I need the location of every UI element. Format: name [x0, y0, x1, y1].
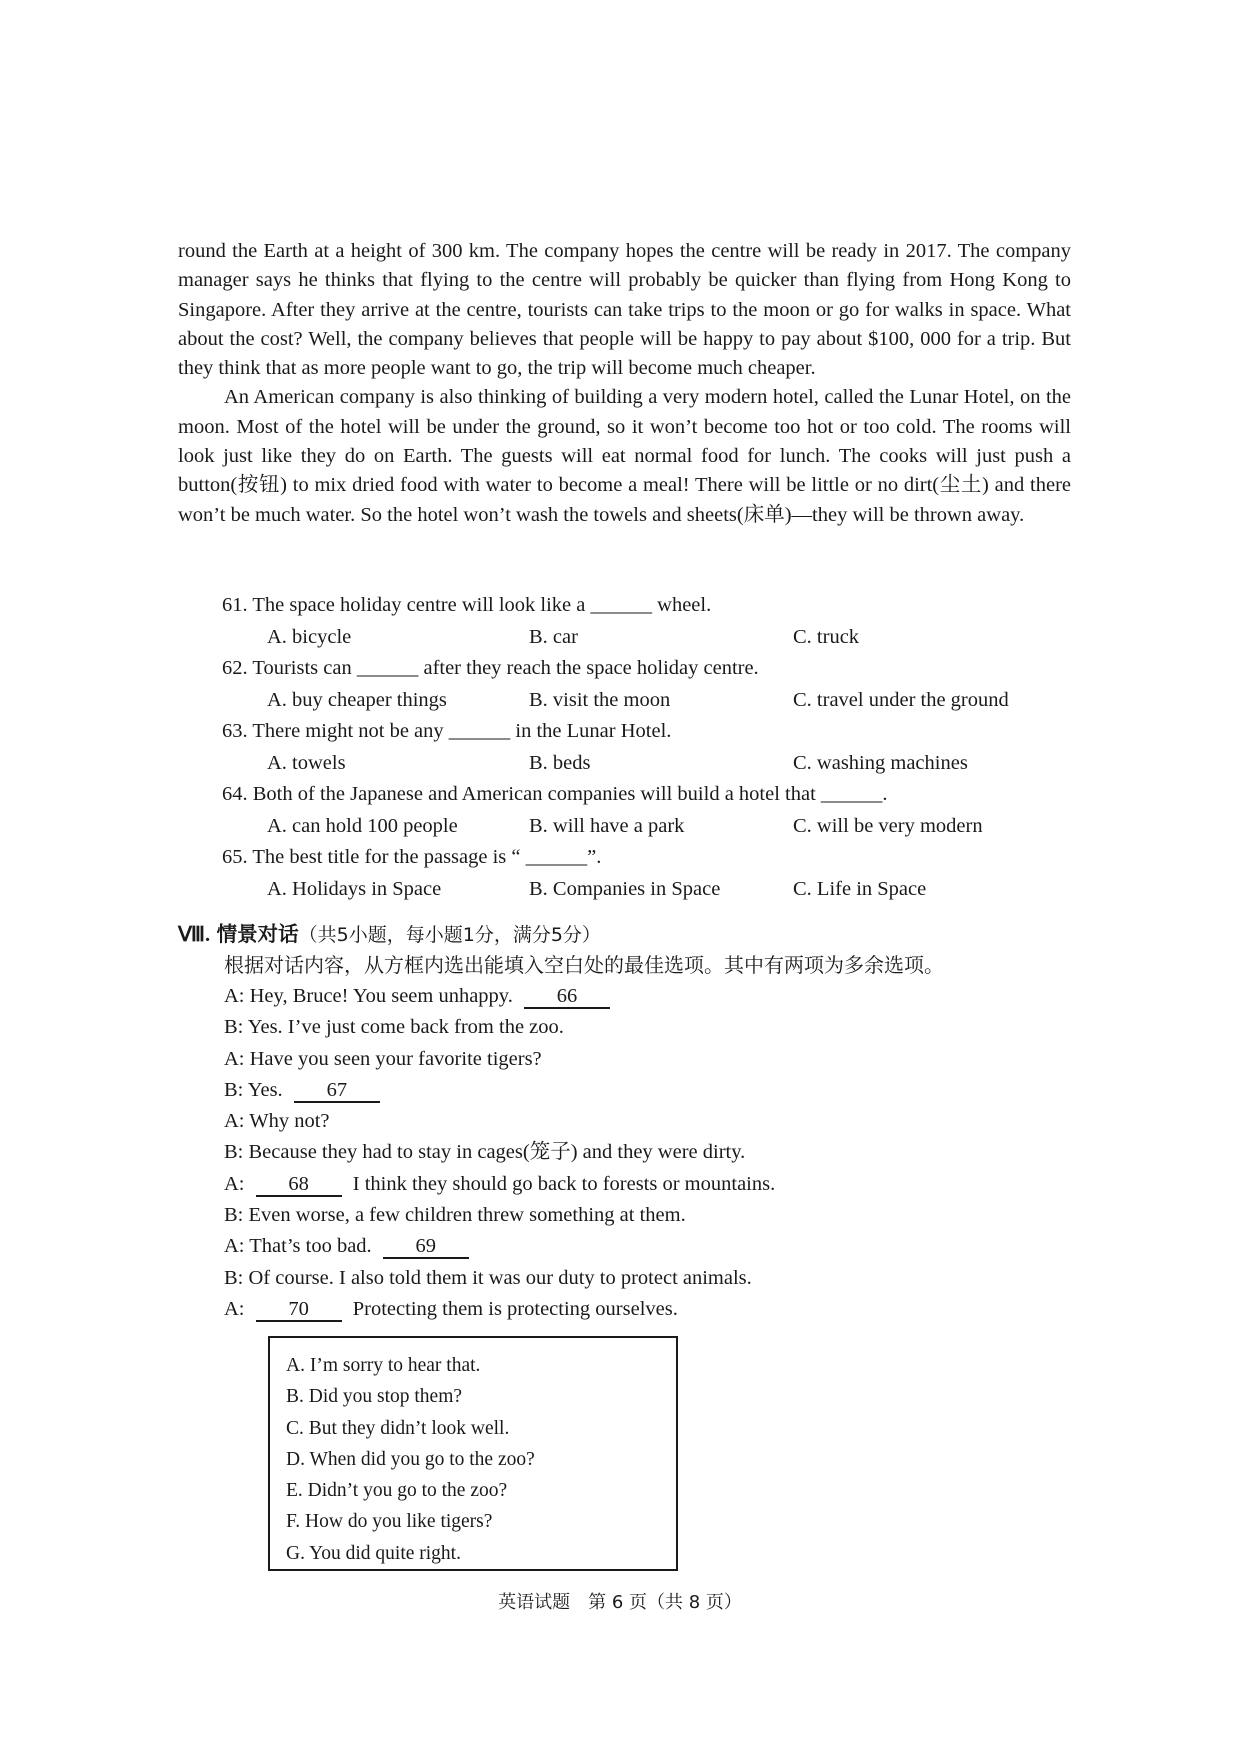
dialogue-text: Protecting them is protecting ourselves. [352, 1297, 678, 1320]
answer-blank: 67 [294, 1079, 380, 1103]
dialogue-text: B: Yes. [224, 1078, 283, 1101]
option-c: C. truck [793, 625, 860, 648]
question-options [222, 748, 1082, 780]
dialogue-text: B: Even worse, a few children threw something at them. [224, 1204, 686, 1227]
dialogue-text: B: Of course. I also told them it was our duty to protect animals. [224, 1266, 752, 1289]
section-instruction: 根据对话内容，从方框内选出能填入空白处的最佳选项。其中有两项为多余选项。 [224, 953, 944, 977]
question-65 [222, 842, 1082, 905]
question-list [222, 590, 1082, 905]
dialogue-text: B: Because they had to stay in cages(笼子) and they were dirty. [224, 1141, 746, 1164]
dialogue [224, 981, 1064, 1325]
option-c: C. washing machines [793, 751, 968, 774]
dialogue-line [224, 1106, 1064, 1137]
answer-blank: 68 [256, 1173, 342, 1197]
dialogue-line [224, 981, 1064, 1012]
passage-paragraph: An American company is also thinking of building a very modern hotel, called the Lunar Hotel, on the moon. Most of the hotel will be under the ground, so it won’t become too hot or too cold. The rooms will look just like they do on Earth. The guests will eat normal food for lunch. The cooks will just push a button(按钮) to mix dried food with water to become a meal! There will be little or no dirt(尘土) and there won’t be much water. So the hotel won’t wash the towels and sheets(床单)—they will be thrown away. [178, 386, 1071, 526]
dialogue-text: B: Yes. I’ve just come back from the zoo. [224, 1016, 564, 1039]
answer-blank: 69 [383, 1235, 469, 1259]
answer-option: C. But they didn’t look well. [286, 1417, 510, 1439]
dialogue-text: A: [224, 1172, 245, 1195]
dialogue-line [224, 1294, 1064, 1325]
dialogue-line [224, 1075, 1064, 1106]
section-heading [178, 919, 601, 950]
option-b: B. visit the moon [529, 688, 671, 711]
answer-option: F. How do you like tigers? [286, 1511, 493, 1533]
dialogue-text: A: Hey, Bruce! You seem unhappy. [224, 985, 513, 1007]
dialogue-text: A: Have you seen your favorite tigers? [224, 1047, 542, 1070]
option-a: A. towels [267, 751, 346, 774]
option-c: C. will be very modern [793, 814, 983, 837]
question-61 [222, 590, 1082, 653]
question-options [222, 811, 1082, 843]
answer-option: D. When did you go to the zoo? [286, 1448, 535, 1470]
question-64 [222, 779, 1082, 842]
dialogue-line [224, 1044, 1064, 1075]
section-title: 情景对话 [216, 922, 299, 946]
dialogue-line [224, 1012, 1064, 1043]
question-stem: 65. The best title for the passage is “ ______”. [222, 846, 602, 868]
dialogue-line [224, 1169, 1064, 1200]
answer-option: B. Did you stop them? [286, 1386, 463, 1408]
dialogue-text: A: That’s too bad. [224, 1235, 372, 1258]
question-options [222, 874, 1082, 906]
option-b: B. beds [529, 751, 591, 774]
section-score: （共5小题，每小题1分，满分5分） [298, 924, 601, 946]
dialogue-line [224, 1231, 1064, 1262]
option-a: A. can hold 100 people [267, 814, 458, 837]
answer-blank: 70 [256, 1298, 342, 1322]
answer-option: G. You did quite right. [286, 1542, 461, 1564]
answer-options-box [268, 1336, 678, 1571]
question-stem: 62. Tourists can ______ after they reach the space holiday centre. [222, 657, 759, 679]
dialogue-line [224, 1263, 1064, 1294]
passage-paragraph: round the Earth at a height of 300 km. The company hopes the centre will be ready in 2017. The company manager says he thinks that flying to the centre will probably be quicker than flying from Hong Kong to Singapore. After they arrive at the centre, tourists can take trips to the moon or go for walks in space. What about the cost? Well, the company believes that people will be happy to pay about $100, 000 for a trip. But they think that as more people want to go, the trip will become much cheaper. [178, 240, 1071, 380]
dialogue-text: A: Why not? [224, 1110, 330, 1133]
option-b: B. car [529, 625, 578, 648]
question-62 [222, 653, 1082, 716]
answer-option: A. I’m sorry to hear that. [286, 1355, 481, 1376]
option-a: A. bicycle [267, 625, 352, 648]
dialogue-line [224, 1200, 1064, 1231]
reading-passage [178, 237, 1071, 530]
option-c: C. Life in Space [793, 877, 927, 900]
question-options [222, 622, 1082, 654]
page-footer: 英语试题 第 6 页（共 8 页） [498, 1592, 742, 1613]
option-a: A. Holidays in Space [267, 877, 442, 900]
dialogue-line [224, 1137, 1064, 1168]
dialogue-text: A: [224, 1297, 245, 1320]
question-options [222, 685, 1082, 717]
option-c: C. travel under the ground [793, 688, 1009, 711]
option-b: B. Companies in Space [529, 877, 721, 900]
question-stem: 61. The space holiday centre will look like a ______ wheel. [222, 594, 712, 616]
question-stem: 63. There might not be any ______ in the Lunar Hotel. [222, 720, 672, 742]
section-number: Ⅷ. [178, 924, 211, 946]
dialogue-text: I think they should go back to forests or mountains. [352, 1172, 776, 1195]
question-stem: 64. Both of the Japanese and American companies will build a hotel that ______. [222, 783, 888, 805]
answer-option: E. Didn’t you go to the zoo? [286, 1480, 508, 1502]
answer-blank: 66 [524, 985, 610, 1009]
question-63 [222, 716, 1082, 779]
option-a: A. buy cheaper things [267, 688, 447, 711]
option-b: B. will have a park [529, 814, 685, 837]
